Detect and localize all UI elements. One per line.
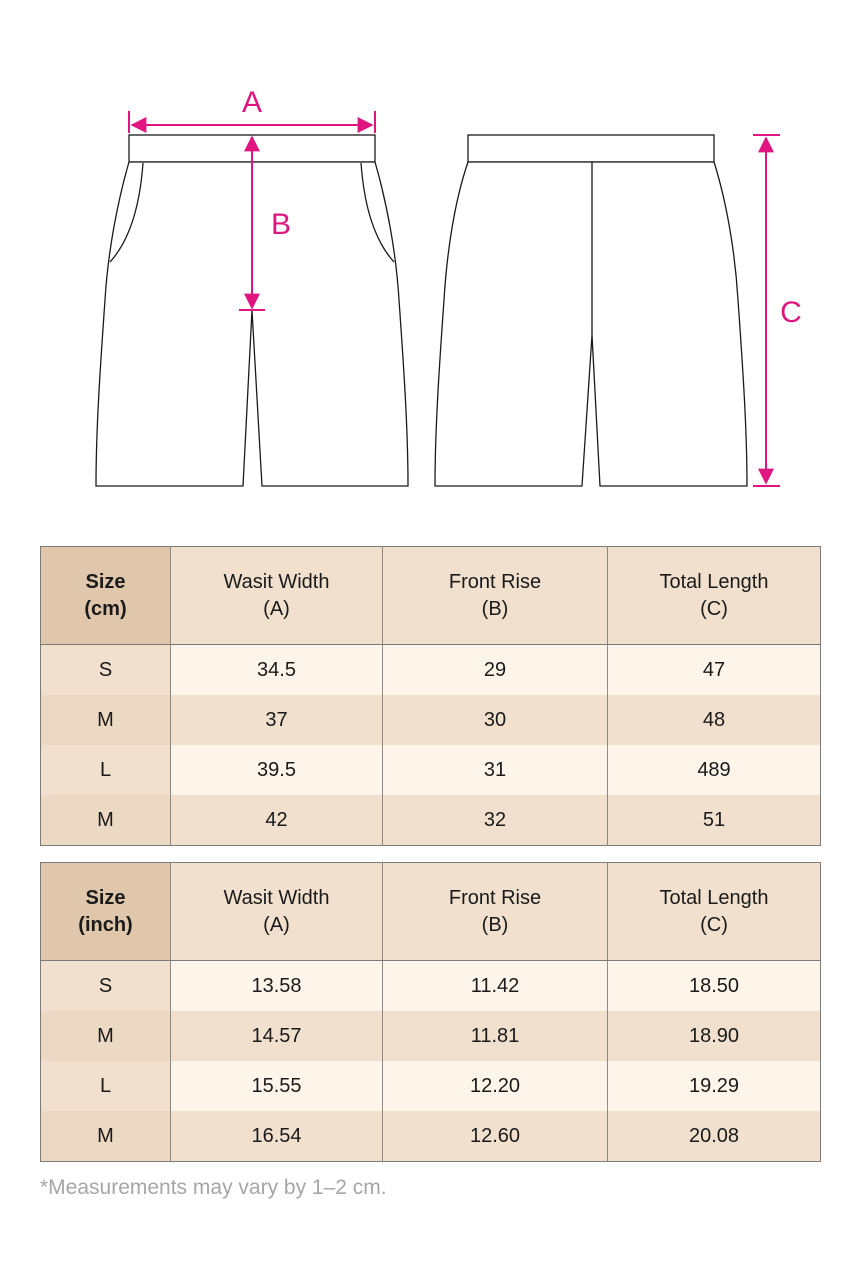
table-row xyxy=(41,645,821,696)
length-cell: 48 xyxy=(608,695,821,745)
size-cell: L xyxy=(41,1061,171,1111)
header-waist-width: Wasit Width (A) xyxy=(171,547,383,645)
waist-cell: 37 xyxy=(171,695,383,745)
waist-cell: 15.55 xyxy=(171,1061,383,1111)
length-cell: 47 xyxy=(608,645,821,696)
header-total-length: Total Length (C) xyxy=(608,863,821,961)
measure-c-total-length xyxy=(753,135,780,486)
size-cell: M xyxy=(41,695,171,745)
size-cell: M xyxy=(41,795,171,846)
table-row xyxy=(41,1111,821,1162)
header-front-rise: Front Rise (B) xyxy=(383,547,608,645)
size-cell: S xyxy=(41,961,171,1012)
waist-cell: 42 xyxy=(171,795,383,846)
rise-cell: 11.81 xyxy=(383,1011,608,1061)
table-row xyxy=(41,1011,821,1061)
header-total-length: Total Length (C) xyxy=(608,547,821,645)
waist-cell: 14.57 xyxy=(171,1011,383,1061)
label-a: A xyxy=(241,86,263,119)
header-size: Size (cm) xyxy=(41,547,171,645)
size-table-inch xyxy=(40,862,821,1162)
shorts-back-view xyxy=(435,135,747,486)
length-cell: 19.29 xyxy=(608,1061,821,1111)
waist-cell: 39.5 xyxy=(171,745,383,795)
table-header-row xyxy=(41,547,821,645)
rise-cell: 29 xyxy=(383,645,608,696)
table-header-row xyxy=(41,863,821,961)
size-table-cm xyxy=(40,546,821,846)
waist-cell: 16.54 xyxy=(171,1111,383,1162)
length-cell: 489 xyxy=(608,745,821,795)
measurement-note: *Measurements may vary by 1–2 cm. xyxy=(40,1176,387,1199)
table-row xyxy=(41,795,821,846)
rise-cell: 30 xyxy=(383,695,608,745)
table-row xyxy=(41,695,821,745)
length-cell: 18.50 xyxy=(608,961,821,1012)
rise-cell: 12.20 xyxy=(383,1061,608,1111)
label-b: B xyxy=(270,208,292,241)
length-cell: 51 xyxy=(608,795,821,846)
rise-cell: 31 xyxy=(383,745,608,795)
length-cell: 20.08 xyxy=(608,1111,821,1162)
header-waist-width: Wasit Width (A) xyxy=(171,863,383,961)
rise-cell: 32 xyxy=(383,795,608,846)
waist-cell: 34.5 xyxy=(171,645,383,696)
size-cell: M xyxy=(41,1011,171,1061)
label-c: C xyxy=(780,296,802,329)
rise-cell: 12.60 xyxy=(383,1111,608,1162)
length-cell: 18.90 xyxy=(608,1011,821,1061)
size-cell: L xyxy=(41,745,171,795)
rise-cell: 11.42 xyxy=(383,961,608,1012)
size-cell: M xyxy=(41,1111,171,1162)
header-size: Size (inch) xyxy=(41,863,171,961)
size-cell: S xyxy=(41,645,171,696)
waist-cell: 13.58 xyxy=(171,961,383,1012)
table-row xyxy=(41,961,821,1012)
table-row xyxy=(41,1061,821,1111)
table-row xyxy=(41,745,821,795)
header-front-rise: Front Rise (B) xyxy=(383,863,608,961)
shorts-measurement-diagram xyxy=(0,0,860,520)
